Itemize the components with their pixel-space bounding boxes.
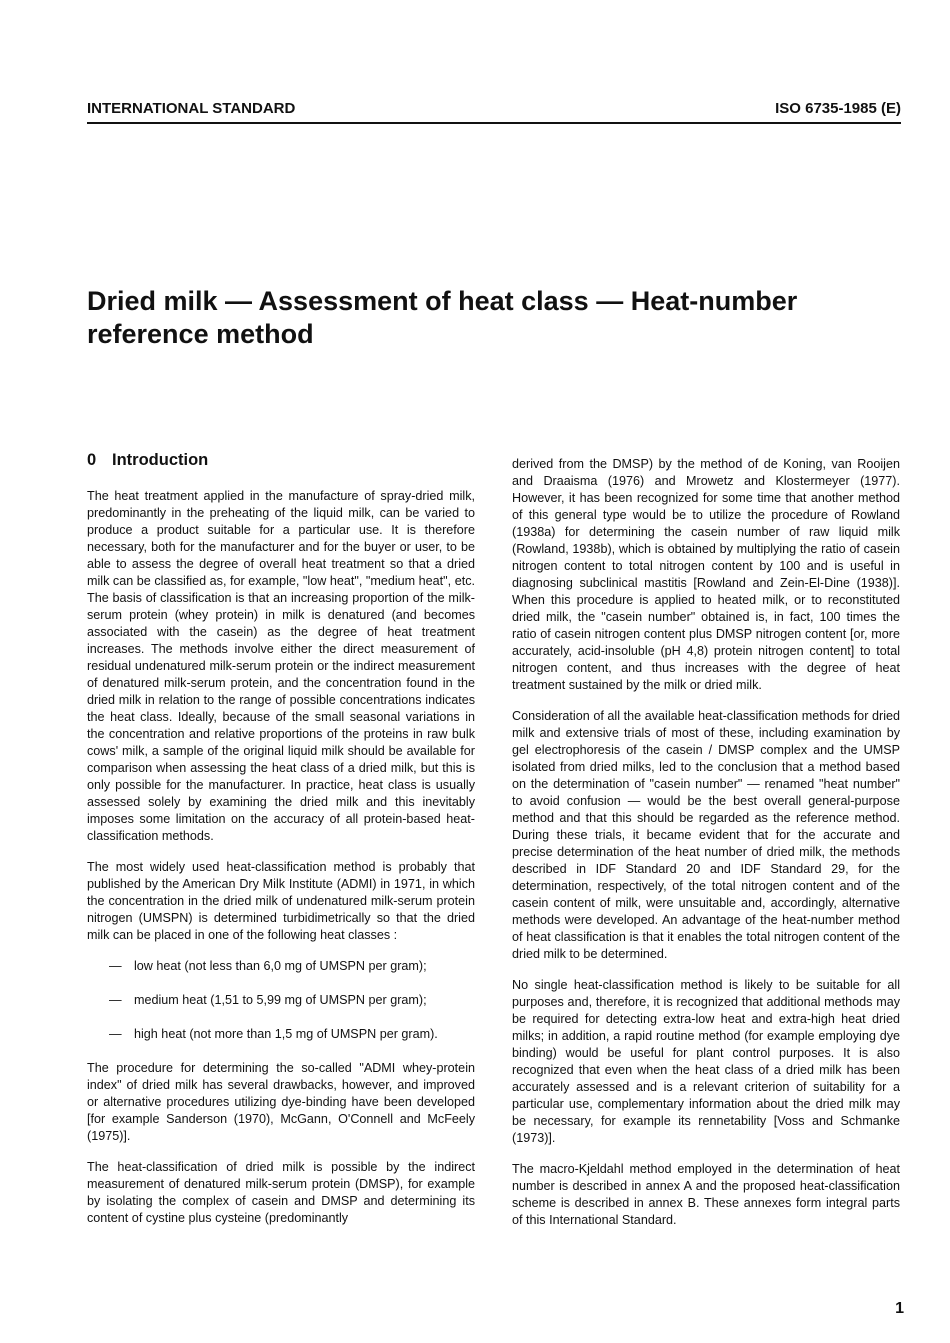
list-item-text: medium heat (1,51 to 5,99 mg of UMSPN per gram); xyxy=(134,993,427,1007)
header-standard-label: INTERNATIONAL STANDARD xyxy=(87,100,296,117)
page-number: 1 xyxy=(895,1300,904,1317)
right-column xyxy=(512,456,900,1243)
heat-class-list xyxy=(87,958,475,1043)
section-title: Introduction xyxy=(112,451,209,469)
paragraph: No single heat-classification method is likely to be suitable for all purposes and, therefore, it is recognized that additional methods may be required for detecting extra-low heat and extra-high heat dried milks; in addition, a rapid routine method (for example employing dye binding) would be useful for plant control purposes. It is also recognized that even when the heat class of a dried milk has been accurately assessed and is a relevant criterion of suitability for a particular use, complementary information about the dried milk may be necessary, for example its rennetability [Voss and Schmanke (1973)]. xyxy=(512,978,900,1145)
header-document-number: ISO 6735-1985 (E) xyxy=(775,100,901,117)
section-heading xyxy=(87,452,475,469)
list-dash: — xyxy=(109,993,122,1007)
paragraph: The most widely used heat-classification method is probably that published by the American Dry Milk Institute (ADMI) in 1971, in which the concentration in the dried milk of undenatured milk-serum protein nitrogen (UMSPN) is determined turbidimetrically so that the dried milk can be placed in one of the following heat classes : xyxy=(87,860,475,942)
page-header xyxy=(87,100,901,124)
list-item-text: low heat (not less than 6,0 mg of UMSPN per gram); xyxy=(134,959,427,973)
paragraph: The procedure for determining the so-called "ADMI whey-protein index" of dried milk has several drawbacks, however, and improved or alternative procedures utilizing dye-binding have been developed [for example Sanderson (1970), McGann, O'Connell and McFeely (1975)]. xyxy=(87,1061,475,1143)
paragraph: The heat treatment applied in the manufacture of spray-dried milk, predominantly in the preheating of the liquid milk, can be varied to produce a product suitable for a particular use. It is therefore necessary, both for the manufacturer and for the buyer or user, to be able to assess the degree of overall heat treatment so that a dried milk can be classified as, for example, "low heat", "medium heat", etc. The basis of classification is that an increasing proportion of the milk-serum protein (whey protein) in milk is denatured (and becomes associated with the casein) as the degree of heat treatment increases. The methods involve either the direct measurement of residual undenatured milk-serum protein or the indirect measurement of denatured milk-serum protein, and the concentration found in the dried milk in relation to the range of possible concentrations indicates the heat class. Ideally, because of the small seasonal variations in the concentration and relative proportions of the proteins in raw bulk cows' milk, a sample of the original liquid milk should be available for comparison when assessing the heat class of a dried milk, but this is only possible for the manufacturer. In practice, heat class is usually assessed solely by examining the dried milk and this inevitably imposes some limitation on the accuracy of all protein-based heat-classification methods. xyxy=(87,489,475,843)
list-item xyxy=(87,1026,475,1043)
document-title xyxy=(87,285,887,351)
paragraph: The heat-classification of dried milk is possible by the indirect measurement of denatured milk-serum protein (DMSP), for example by isolating the complex of casein and DMSP and determining its content of cystine plus cysteine (predominantly xyxy=(87,1160,475,1225)
title-line-1: Dried milk — Assessment of heat class — Heat-number xyxy=(87,286,798,316)
list-item xyxy=(87,958,475,975)
paragraph: derived from the DMSP) by the method of de Koning, van Rooijen and Draaisma (1976) and Mrowetz and Klostermeyer (1977). However, it has been recognized for some time that another method of this general type would be to utilize the procedure of Rowland (1938a) for determining the casein number of raw liquid milk (Rowland, 1938b), which is obtained by multiplying the ratio of casein nitrogen content to total nitrogen content by 100 and is useful in diagnosing subclinical mastitis [Rowland and Zein-El-Dine (1938)]. When this procedure is applied to heated milk, or to reconstituted dried milk, the "casein number" obtained is, in fact, 100 times the ratio of casein nitrogen content plus DMSP nitrogen content [or, more accurately, acid-insoluble (pH 4,8) protein nitrogen content] to total nitrogen content, and thus increases with the degree of heat treatment sustained by the milk or dried milk. xyxy=(512,457,900,692)
list-item xyxy=(87,992,475,1009)
paragraph: The macro-Kjeldahl method employed in the determination of heat number is described in annex A and the proposed heat-classification scheme is described in annex B. These annexes form integral parts of this International Standard. xyxy=(512,1162,900,1227)
list-dash: — xyxy=(109,959,122,973)
list-item-text: high heat (not more than 1,5 mg of UMSPN per gram). xyxy=(134,1027,438,1041)
list-dash: — xyxy=(109,1027,122,1041)
paragraph: Consideration of all the available heat-classification methods for dried milk and extensive trials of most of these, including examination by gel electrophoresis of the casein / DMSP complex and the UMSP isolated from dried milks, led to the conclusion that a method based on the determination of "casein number" — renamed "heat number" to avoid confusion — would be the best overall general-purpose method and that this should be regarded as the reference method. During these trials, it became evident that for the accurate and precise determination of the heat number of dried milk, the methods described in IDF Standard 20 and IDF Standard 29, for the determination, respectively, of the total nitrogen content and of the casein content of milk, were unsuitable and, accordingly, alternative methods were developed. An advantage of the heat-number method of heat classification is that it enables the total nitrogen content of the dried milk to be determined. xyxy=(512,709,900,961)
title-line-2: reference method xyxy=(87,319,314,349)
left-column xyxy=(87,452,475,1241)
section-number: 0 xyxy=(87,451,97,469)
